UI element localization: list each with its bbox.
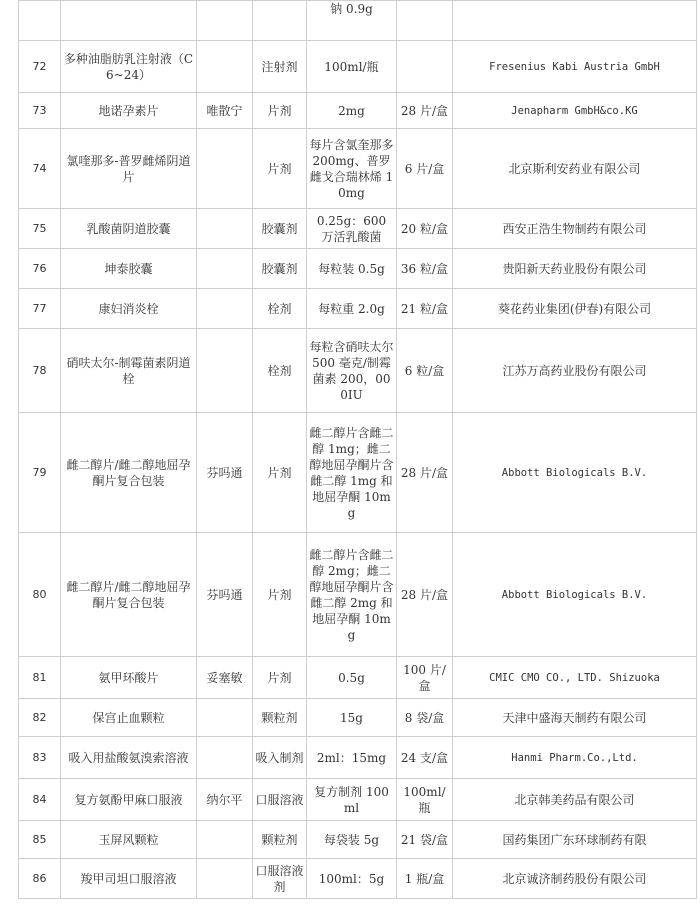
dosage-form: 口服溶液剂	[253, 859, 307, 899]
manufacturer: 贵阳新天药业股份有限公司	[453, 249, 697, 289]
table-row	[19, 209, 697, 249]
table-row	[19, 329, 697, 413]
manufacturer: Jenapharm GmbH&co.KG	[453, 93, 697, 129]
dosage-form: 胶囊剂	[253, 249, 307, 289]
package: 36 粒/盒	[397, 249, 453, 289]
row-number: 80	[19, 533, 61, 657]
table-row	[19, 859, 697, 899]
trade-name: 唯散宁	[197, 93, 253, 129]
manufacturer: Abbott Biologicals B.V.	[453, 533, 697, 657]
specification: 100ml：5g	[307, 859, 397, 899]
manufacturer: 北京诚济制药股份有限公司	[453, 859, 697, 899]
drug-name: 乳酸菌阴道胶囊	[61, 209, 197, 249]
row-number: 84	[19, 779, 61, 821]
drug-name: 雌二醇片/雌二醇地屈孕酮片复合包装	[61, 533, 197, 657]
drug-name: 康妇消炎栓	[61, 289, 197, 329]
package: 21 粒/盒	[397, 289, 453, 329]
specification: 每袋装 5g	[307, 821, 397, 859]
row-number: 86	[19, 859, 61, 899]
row-number: 73	[19, 93, 61, 129]
specification: 15g	[307, 699, 397, 737]
dosage-form: 片剂	[253, 129, 307, 209]
table-row	[19, 413, 697, 533]
table-row	[19, 533, 697, 657]
dosage-form: 胶囊剂	[253, 209, 307, 249]
package: 28 片/盒	[397, 413, 453, 533]
table-row	[19, 779, 697, 821]
package: 20 粒/盒	[397, 209, 453, 249]
dosage-form: 颗粒剂	[253, 699, 307, 737]
table-row	[19, 737, 697, 779]
specification: 2ml：15mg	[307, 737, 397, 779]
trade-name	[197, 249, 253, 289]
package: 28 片/盒	[397, 533, 453, 657]
manufacturer: 天津中盛海天制药有限公司	[453, 699, 697, 737]
drug-name: 坤泰胶囊	[61, 249, 197, 289]
trade-name	[197, 329, 253, 413]
package: 28 片/盒	[397, 93, 453, 129]
specification: 0.25g：600 万活乳酸菌	[307, 209, 397, 249]
trade-name	[197, 821, 253, 859]
table-row	[19, 1, 697, 41]
specification: 钠 0.9g	[307, 1, 397, 41]
row-number: 77	[19, 289, 61, 329]
drug-name: 羧甲司坦口服溶液	[61, 859, 197, 899]
trade-name	[197, 129, 253, 209]
manufacturer: CMIC CMO CO., LTD. Shizuoka	[453, 657, 697, 699]
manufacturer: 北京斯利安药业有限公司	[453, 129, 697, 209]
row-number: 82	[19, 699, 61, 737]
drug-name: 氯喹那多-普罗雌烯阴道片	[61, 129, 197, 209]
trade-name	[197, 699, 253, 737]
row-number: 72	[19, 41, 61, 93]
table-row	[19, 41, 697, 93]
row-number: 83	[19, 737, 61, 779]
package: 100 片/盒	[397, 657, 453, 699]
dosage-form: 栓剂	[253, 329, 307, 413]
specification: 复方制剂 100ml	[307, 779, 397, 821]
specification: 每粒含硝呋太尔 500 毫克/制霉菌素 200，000IU	[307, 329, 397, 413]
dosage-form: 颗粒剂	[253, 821, 307, 859]
table-row	[19, 93, 697, 129]
drug-name: 雌二醇片/雌二醇地屈孕酮片复合包装	[61, 413, 197, 533]
manufacturer: 北京韩美药品有限公司	[453, 779, 697, 821]
drug-name: 氨甲环酸片	[61, 657, 197, 699]
package: 8 袋/盒	[397, 699, 453, 737]
specification: 0.5g	[307, 657, 397, 699]
trade-name	[197, 859, 253, 899]
drug-table	[18, 0, 697, 899]
dosage-form: 片剂	[253, 533, 307, 657]
specification: 2mg	[307, 93, 397, 129]
dosage-form: 吸入制剂	[253, 737, 307, 779]
drug-name: 多种油脂肪乳注射液（C6~24）	[61, 41, 197, 93]
package: 6 粒/盒	[397, 329, 453, 413]
specification: 雌二醇片含雌二醇 1mg；雌二醇地屈孕酮片含雌二醇 1mg 和地屈孕酮 10mg	[307, 413, 397, 533]
dosage-form: 注射剂	[253, 41, 307, 93]
table-row	[19, 289, 697, 329]
package: 1 瓶/盒	[397, 859, 453, 899]
row-number: 79	[19, 413, 61, 533]
package: 6 片/盒	[397, 129, 453, 209]
specification: 每粒装 0.5g	[307, 249, 397, 289]
trade-name	[197, 41, 253, 93]
dosage-form: 片剂	[253, 657, 307, 699]
manufacturer: 江苏万高药业股份有限公司	[453, 329, 697, 413]
manufacturer: Fresenius Kabi Austria GmbH	[453, 41, 697, 93]
trade-name: 芬吗通	[197, 413, 253, 533]
drug-name: 玉屏风颗粒	[61, 821, 197, 859]
trade-name: 纳尔平	[197, 779, 253, 821]
trade-name	[197, 289, 253, 329]
drug-name: 保宫止血颗粒	[61, 699, 197, 737]
package: 100ml/瓶	[397, 779, 453, 821]
manufacturer: Abbott Biologicals B.V.	[453, 413, 697, 533]
trade-name: 妥塞敏	[197, 657, 253, 699]
row-number: 85	[19, 821, 61, 859]
dosage-form: 口服溶液	[253, 779, 307, 821]
specification: 每片含氯奎那多 200mg、普罗雌戈合瑞林烯 10mg	[307, 129, 397, 209]
row-number: 74	[19, 129, 61, 209]
row-number: 76	[19, 249, 61, 289]
drug-name: 硝呋太尔-制霉菌素阴道栓	[61, 329, 197, 413]
drug-name: 复方氨酚甲麻口服液	[61, 779, 197, 821]
row-number	[19, 1, 61, 41]
table-row	[19, 699, 697, 737]
specification: 100ml/瓶	[307, 41, 397, 93]
manufacturer: Hanmi Pharm.Co.,Ltd.	[453, 737, 697, 779]
row-number: 75	[19, 209, 61, 249]
package	[397, 41, 453, 93]
trade-name: 芬吗通	[197, 533, 253, 657]
dosage-form: 栓剂	[253, 289, 307, 329]
row-number: 81	[19, 657, 61, 699]
package: 21 袋/盒	[397, 821, 453, 859]
dosage-form: 片剂	[253, 93, 307, 129]
table-row	[19, 129, 697, 209]
manufacturer	[453, 1, 697, 41]
row-number: 78	[19, 329, 61, 413]
manufacturer: 葵花药业集团(伊春)有限公司	[453, 289, 697, 329]
specification: 雌二醇片含雌二醇 2mg；雌二醇地屈孕酮片含雌二醇 2mg 和地屈孕酮 10mg	[307, 533, 397, 657]
drug-name	[61, 1, 197, 41]
table-row	[19, 821, 697, 859]
trade-name	[197, 737, 253, 779]
table-row	[19, 657, 697, 699]
table-row	[19, 249, 697, 289]
trade-name	[197, 209, 253, 249]
dosage-form: 片剂	[253, 413, 307, 533]
package: 24 支/盒	[397, 737, 453, 779]
drug-name: 吸入用盐酸氨溴索溶液	[61, 737, 197, 779]
dosage-form	[253, 1, 307, 41]
trade-name	[197, 1, 253, 41]
drug-name: 地诺孕素片	[61, 93, 197, 129]
specification: 每粒重 2.0g	[307, 289, 397, 329]
package	[397, 1, 453, 41]
manufacturer: 国药集团广东环球制药有限	[453, 821, 697, 859]
manufacturer: 西安正浩生物制药有限公司	[453, 209, 697, 249]
